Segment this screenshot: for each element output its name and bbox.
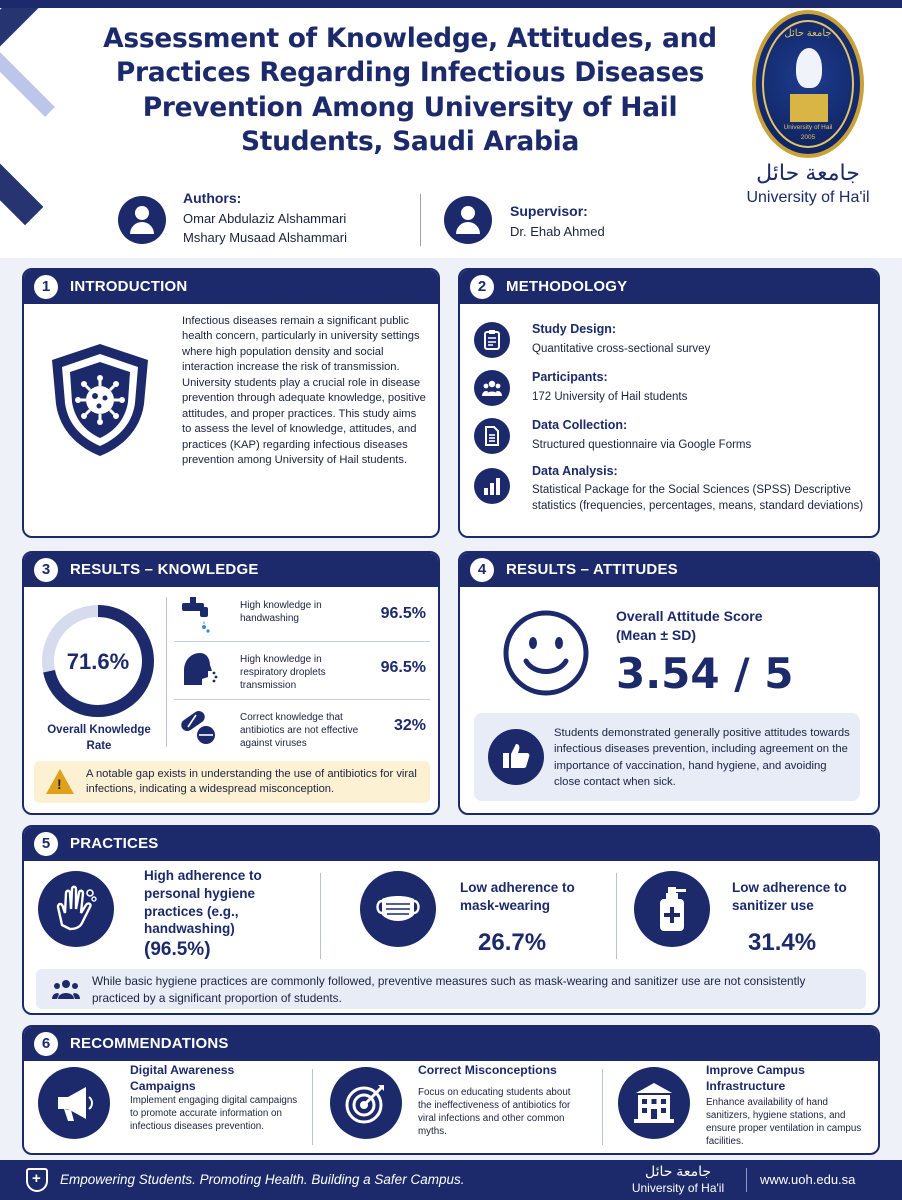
pills-icon xyxy=(178,707,218,747)
section-number: 3 xyxy=(34,558,58,582)
section-title: INTRODUCTION xyxy=(70,278,188,295)
logo-arabic-text: جامعة حائل xyxy=(784,28,832,39)
methodology-item-text: Structured questionnaire via Google Forms xyxy=(532,439,752,451)
row-separator xyxy=(174,699,430,700)
methodology-item-title: Study Design: xyxy=(532,322,617,336)
section-number: 5 xyxy=(34,832,58,856)
methodology-item-text: Statistical Package for the Social Sciences (SPSS) Descriptive statistics (frequencies, percentages, means, standard deviations) xyxy=(532,484,864,513)
sanitizer-icon xyxy=(634,871,710,947)
section-title: PRACTICES xyxy=(70,835,159,852)
practice-item-title: Low adherence to mask-wearing xyxy=(460,880,575,913)
knowledge-item-label: Correct knowledge that antibiotics are not effective against viruses xyxy=(240,712,359,749)
university-name-english: University of Ha'il xyxy=(746,189,870,206)
vertical-divider xyxy=(616,873,617,959)
methodology-item-title: Participants: xyxy=(532,370,608,384)
supervisor-person-icon xyxy=(444,196,492,244)
logo-book-icon xyxy=(790,94,828,122)
knowledge-item-label: High knowledge in respiratory droplets transmission xyxy=(240,654,326,691)
practices-panel xyxy=(22,825,880,1015)
recommendation-title: Digital Awareness Campaigns xyxy=(130,1063,235,1093)
warning-icon xyxy=(46,769,74,794)
title-line: Assessment of Knowledge, Attitudes, and xyxy=(103,23,717,54)
practice-item-value: (96.5%) xyxy=(144,939,211,960)
methodology-item-title: Data Collection: xyxy=(532,418,628,432)
attitudes-summary-text: Students demonstrated generally positive attitudes towards infectious diseases prevention, including agreement on the importance of vaccination, hand hygiene, and avoiding close contact when sick. xyxy=(554,727,850,789)
header-divider xyxy=(420,194,421,246)
poster-header xyxy=(0,0,902,258)
university-logo xyxy=(752,10,864,158)
author-name: Mshary Musaad Alshammari xyxy=(183,230,347,245)
panel-header xyxy=(24,270,438,304)
overall-knowledge-label: Overall Knowledge Rate xyxy=(47,724,151,752)
overall-knowledge-value: 71.6% xyxy=(66,649,130,674)
recommendation-title: Improve Campus Infrastructure xyxy=(706,1063,805,1093)
knowledge-note-text: A notable gap exists in understanding the use of antibiotics for viral infections, indicating a widespread misconception. xyxy=(86,768,417,796)
knowledge-item xyxy=(174,593,430,637)
sneeze-icon xyxy=(178,649,218,689)
knowledge-ring-chart xyxy=(38,601,158,721)
methodology-item-title: Data Analysis: xyxy=(532,464,618,478)
methodology-item-text: Quantitative cross-sectional survey xyxy=(532,343,711,355)
vertical-divider xyxy=(312,1069,313,1145)
logo-year-text: 2005 xyxy=(800,134,816,141)
section-number: 2 xyxy=(470,275,494,299)
poster-title xyxy=(100,22,720,160)
top-band xyxy=(0,0,902,8)
practice-item-value: 26.7% xyxy=(478,929,547,956)
bar-chart-icon xyxy=(474,468,510,504)
section-title: RESULTS – ATTITUDES xyxy=(506,561,678,578)
section-number: 4 xyxy=(470,558,494,582)
virus-shield-icon xyxy=(40,340,160,460)
authors-label: Authors: xyxy=(183,190,242,206)
university-name-arabic: جامعة حائل xyxy=(756,160,860,185)
knowledge-item-value: 96.5% xyxy=(380,659,426,676)
panel-header xyxy=(24,553,438,587)
panel-header xyxy=(460,270,878,304)
group-icon xyxy=(52,979,80,999)
section-title: RESULTS – KNOWLEDGE xyxy=(70,561,259,578)
handwashing-icon xyxy=(38,871,114,947)
footer-tagline: Empowering Students. Promoting Health. Building a Safer Campus. xyxy=(60,1172,465,1187)
panel-header xyxy=(24,827,878,861)
practice-item-title: High adherence to personal hygiene practices (e.g., handwashing) xyxy=(144,868,262,937)
vertical-divider xyxy=(166,597,167,747)
target-icon xyxy=(330,1067,402,1139)
attitudes-summary-box xyxy=(474,713,860,801)
methodology-item-text: 172 University of Hail students xyxy=(532,391,688,403)
knowledge-item xyxy=(174,705,430,749)
clipboard-icon xyxy=(474,322,510,358)
title-line: Practices Regarding Infectious Diseases xyxy=(115,57,705,89)
recommendation-text: Implement engaging digital campaigns to promote accurate information on infectious diseases prevention. xyxy=(130,1095,298,1132)
mask-icon xyxy=(360,871,436,947)
building-icon xyxy=(618,1067,690,1139)
poster-footer xyxy=(0,1160,902,1200)
supervisor-label: Supervisor: xyxy=(510,203,588,219)
section-number: 1 xyxy=(34,275,58,299)
introduction-panel xyxy=(22,268,440,538)
practices-summary-note xyxy=(36,969,866,1009)
document-icon xyxy=(474,418,510,454)
thumbs-up-icon xyxy=(488,729,544,785)
smiley-icon xyxy=(500,607,592,699)
methodology-panel xyxy=(458,268,880,538)
recommendations-panel xyxy=(22,1025,880,1155)
introduction-text: Infectious diseases remain a significant public health concern, particularly in university settings where high population density and social interaction increase the risk of transmission. University students play a crucial role in disease prevention through adequate knowledge, positive attitudes, and proper practices. This study aims to assess the level of knowledge, attitudes, and practices (KAP) regarding infectious diseases prevention among University of Hail students. xyxy=(182,315,426,467)
section-number: 6 xyxy=(34,1032,58,1056)
author-name: Omar Abdulaziz Alshammari xyxy=(183,211,347,226)
warning-mark: ! xyxy=(57,776,62,792)
footer-divider xyxy=(746,1168,747,1192)
attitudes-panel xyxy=(458,551,880,815)
title-line: Prevention Among University of Hail xyxy=(142,91,678,123)
practice-item-value: 31.4% xyxy=(748,929,817,956)
panel-header xyxy=(24,1027,878,1061)
supervisor-name: Dr. Ehab Ahmed xyxy=(510,224,605,239)
knowledge-gap-note xyxy=(34,761,430,803)
knowledge-item-label: High knowledge in handwashing xyxy=(240,600,322,624)
author-person-icon xyxy=(118,196,166,244)
panel-header xyxy=(460,553,878,587)
recommendation-title: Correct Misconceptions xyxy=(418,1063,557,1077)
recommendation-text: Enhance availability of hand sanitizers, hygiene stations, and ensure proper ventilation in campus facilities. xyxy=(706,1097,862,1147)
attitude-score-label: Overall Attitude Score (Mean ± SD) xyxy=(616,608,763,643)
vertical-divider xyxy=(602,1069,603,1145)
logo-flame-icon xyxy=(796,48,822,88)
footer-url[interactable]: www.uoh.edu.sa xyxy=(760,1172,856,1187)
footer-university-english: University of Ha'il xyxy=(631,1181,725,1195)
group-icon xyxy=(474,370,510,406)
knowledge-item-value: 32% xyxy=(393,717,426,734)
recommendation-text: Focus on educating students about the ineffectiveness of antibiotics for viral infections and other common myths. xyxy=(418,1087,571,1137)
knowledge-item-value: 96.5% xyxy=(380,605,426,622)
row-separator xyxy=(174,641,430,642)
knowledge-item xyxy=(174,647,430,691)
attitude-score-value: 3.54 / 5 xyxy=(616,649,794,698)
practice-item-title: Low adherence to sanitizer use xyxy=(732,880,847,913)
megaphone-icon xyxy=(38,1067,110,1139)
shield-cross-icon xyxy=(26,1168,48,1192)
section-title: RECOMMENDATIONS xyxy=(70,1035,229,1052)
shield-mark: + xyxy=(32,1170,41,1187)
faucet-icon xyxy=(178,595,218,635)
section-title: METHODOLOGY xyxy=(506,278,628,295)
practices-note-text: While basic hygiene practices are commonly followed, preventive measures such as mask-wearing and sanitizer use are not consistently practiced by a significant proportion of students. xyxy=(92,974,806,1005)
title-line: Students, Saudi Arabia xyxy=(240,126,580,158)
knowledge-panel xyxy=(22,551,440,815)
vertical-divider xyxy=(320,873,321,959)
footer-university-arabic: جامعة حائل xyxy=(645,1163,711,1179)
logo-name-text: University of Hail xyxy=(783,124,833,131)
